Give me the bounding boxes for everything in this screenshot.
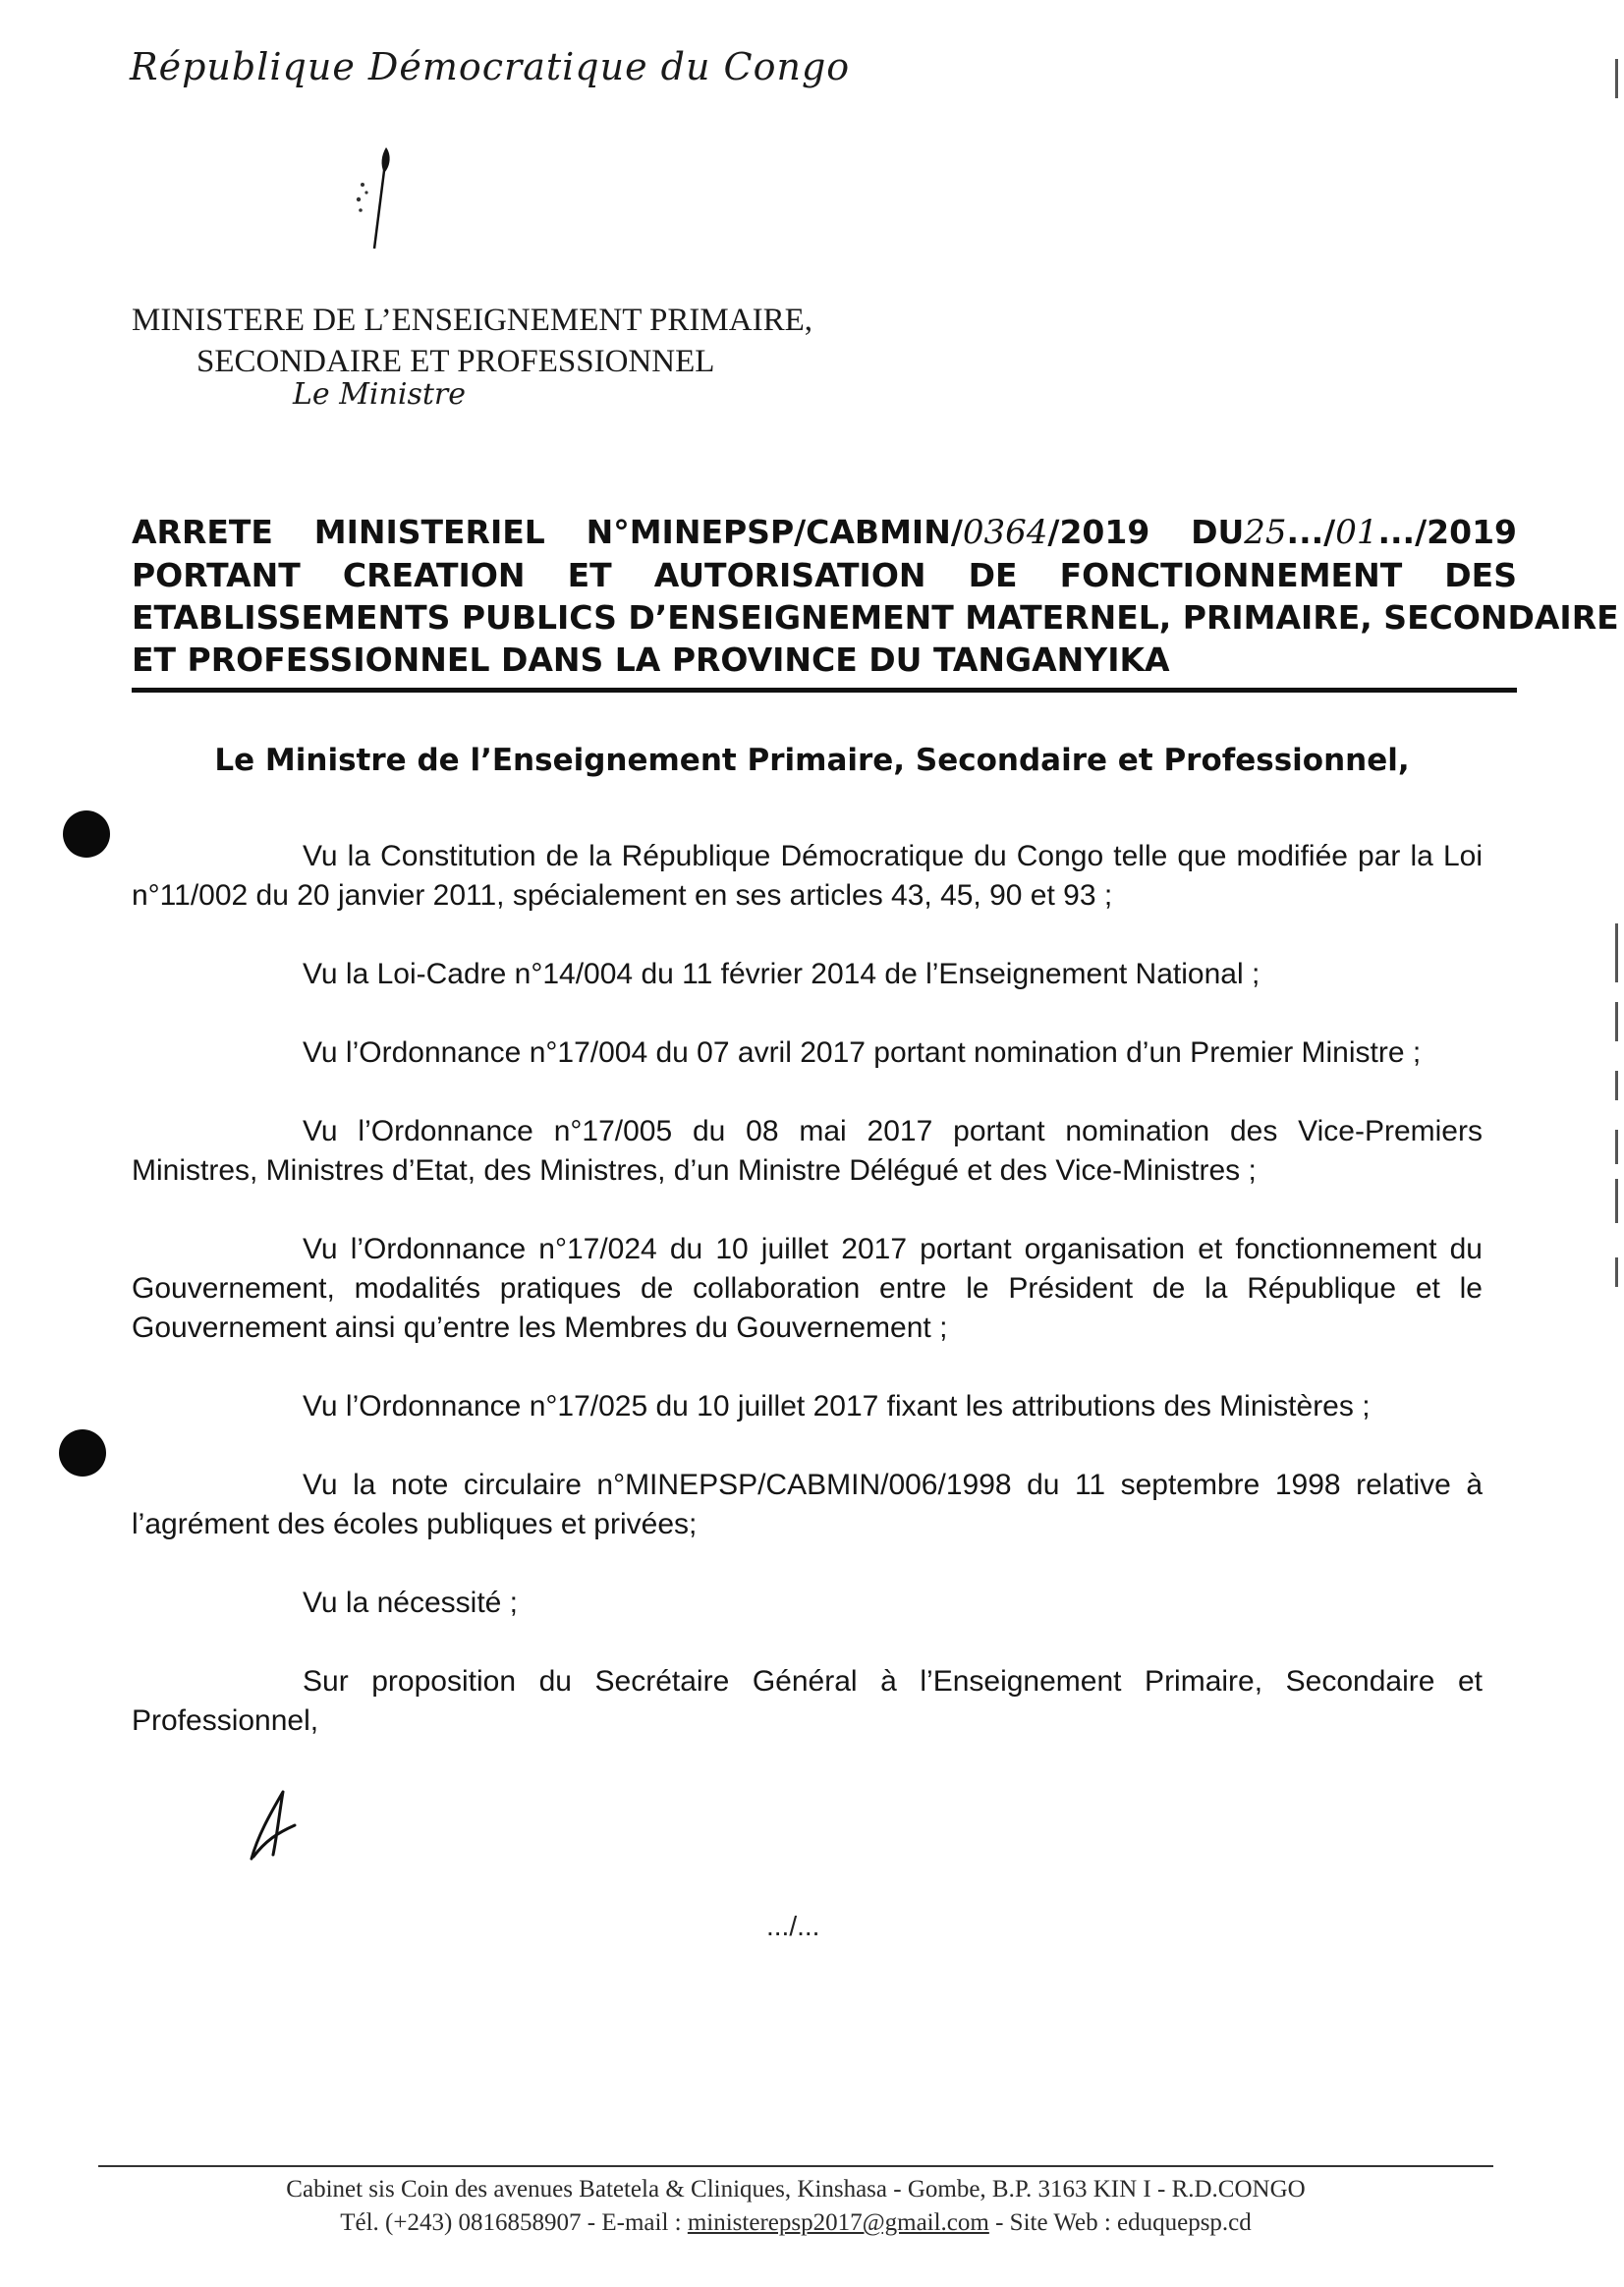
republic-heading: République Démocratique du Congo bbox=[130, 45, 851, 88]
recital-necessite: Vu la nécessité ; bbox=[303, 1587, 519, 1619]
page-continued-marker: .../... bbox=[766, 1911, 820, 1941]
le-ministre-script: Le Ministre bbox=[293, 377, 466, 412]
title-divider bbox=[132, 688, 1517, 693]
preamble: Le Ministre de l’Enseignement Primaire, Secondaire et Professionnel, bbox=[214, 743, 1410, 778]
recital-loi-cadre: Vu la Loi-Cadre n°14/004 du 11 février 2014 de l’Enseignement National ; bbox=[303, 958, 1260, 990]
decree-month-handwritten: 01 bbox=[1335, 513, 1378, 552]
recital-note-circulaire: Vu la note circulaire n°MINEPSP/CABMIN/006/1998 du 11 septembre 1998 relative à l’agrément des écoles publiques et privées; bbox=[132, 1469, 1483, 1540]
footer-contact: Tél. (+243) 0816858907 - E-mail : ministerepsp2017@gmail.com - Site Web : eduquepsp.cd bbox=[340, 2209, 1252, 2236]
decree-day-handwritten: 25 bbox=[1244, 513, 1287, 552]
decree-title bbox=[132, 511, 1619, 681]
recitals bbox=[132, 837, 1483, 1780]
recital-proposition: Sur proposition du Secrétaire Général à l’Enseignement Primaire, Secondaire et Professionnel, bbox=[132, 1665, 1483, 1737]
recital-constitution: Vu la Constitution de la République Démocratique du Congo telle que modifiée par la Loi n°11/002 du 20 janvier 2011, spécialement en ses articles 43, 45, 90 et 93 ; bbox=[132, 840, 1483, 912]
recital-ordonnance-17-004: Vu l’Ordonnance n°17/004 du 07 avril 2017 portant nomination d’un Premier Ministre ; bbox=[303, 1036, 1422, 1069]
emblem-icon bbox=[349, 145, 408, 253]
footer-email: ministerepsp2017@gmail.com bbox=[687, 2209, 989, 2236]
initials-signature-icon bbox=[244, 1786, 303, 1865]
ministry-line-2: SECONDAIRE ET PROFESSIONNEL bbox=[196, 344, 715, 379]
footer-divider bbox=[98, 2165, 1493, 2167]
decree-title-line-3: ETABLISSEMENTS PUBLICS D’ENSEIGNEMENT MATERNEL, PRIMAIRE, SECONDAIRE bbox=[132, 598, 1619, 637]
scan-artifact bbox=[1615, 59, 1618, 98]
scan-artifact bbox=[1615, 1130, 1618, 1164]
recital-ordonnance-17-005: Vu l’Ordonnance n°17/005 du 08 mai 2017 portant nomination des Vice-Premiers Ministres, Ministres d’Etat, des Ministres, d’un Ministre Délégué et des Vice-Ministres ; bbox=[132, 1115, 1483, 1187]
scan-artifact bbox=[1615, 923, 1618, 982]
scan-artifact bbox=[1615, 1257, 1618, 1287]
recital-ordonnance-17-024: Vu l’Ordonnance n°17/024 du 10 juillet 2017 portant organisation et fonctionnement du Gouvernement, modalités pratiques de collaboration entre le Président de la République et le Gouvernement ainsi qu’entre les Membres du Gouvernement ; bbox=[132, 1233, 1483, 1344]
decree-number-handwritten: 0364 bbox=[962, 513, 1048, 552]
scan-artifact bbox=[1615, 1002, 1618, 1041]
footer-address: Cabinet sis Coin des avenues Batetela & Cliniques, Kinshasa - Gombe, B.P. 3163 KIN I - R.D.CONGO bbox=[286, 2176, 1306, 2203]
scan-artifact bbox=[1615, 1179, 1618, 1223]
punch-hole-bottom bbox=[59, 1429, 106, 1477]
ministry-heading bbox=[132, 300, 812, 382]
ministry-line-1: MINISTERE DE L’ENSEIGNEMENT PRIMAIRE, bbox=[132, 303, 812, 338]
decree-title-line-2: PORTANT CREATION ET AUTORISATION DE FONCTIONNEMENT DES bbox=[132, 556, 1517, 594]
recital-ordonnance-17-025: Vu l’Ordonnance n°17/025 du 10 juillet 2017 fixant les attributions des Ministères ; bbox=[303, 1390, 1371, 1422]
decree-title-line-1: ARRETE MINISTERIEL N°MINEPSP/CABMIN/0364/2019 DU25.../01.../2019 bbox=[132, 513, 1517, 552]
decree-title-line-4: ET PROFESSIONNEL DANS LA PROVINCE DU TANGANYIKA bbox=[132, 641, 1170, 679]
footer bbox=[98, 2173, 1493, 2240]
scan-artifact bbox=[1615, 1071, 1618, 1100]
punch-hole-top bbox=[63, 810, 110, 858]
